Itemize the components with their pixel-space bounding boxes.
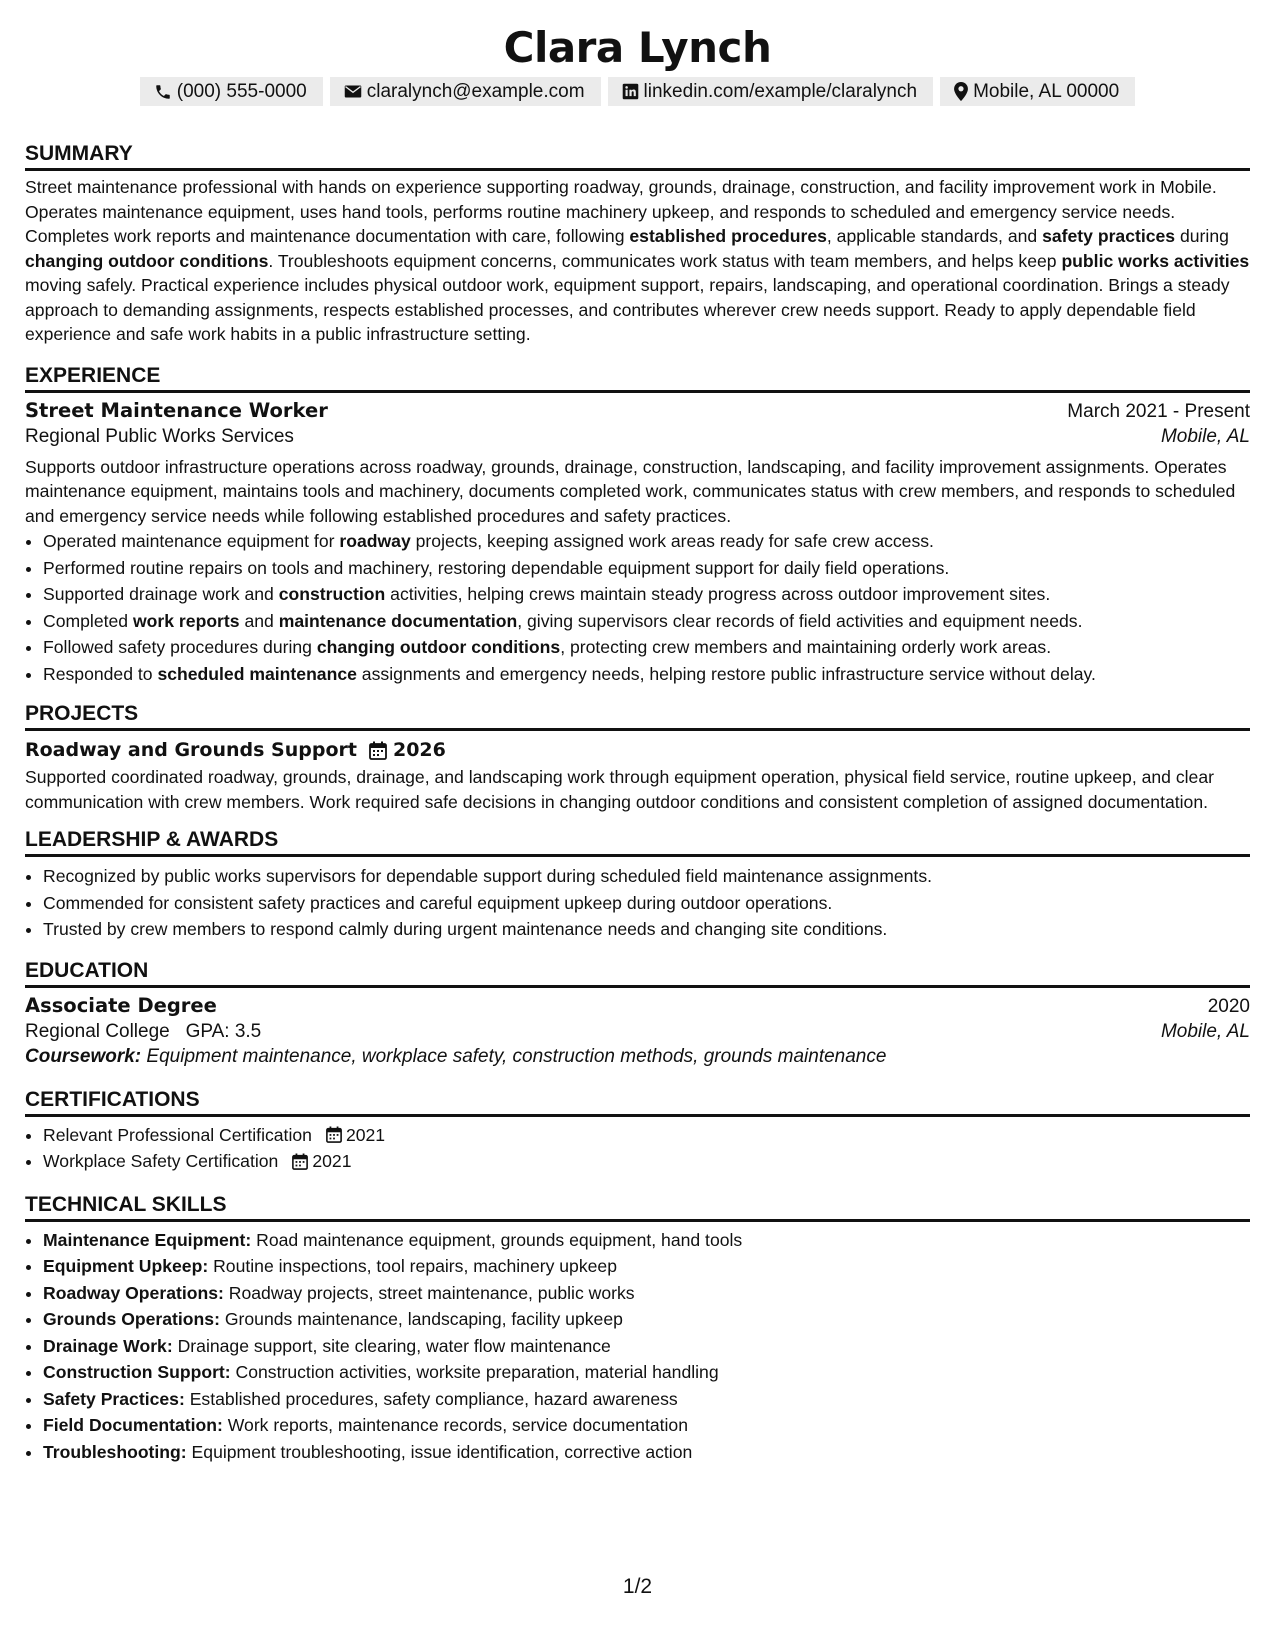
job-subheader <box>25 426 1250 448</box>
skill-label: Troubleshooting: <box>43 1441 187 1462</box>
skill-value: Construction activities, worksite preparation, material handling <box>230 1362 719 1382</box>
skill-label: Safety Practices: <box>43 1388 185 1409</box>
skill-value: Grounds maintenance, landscaping, facility upkeep <box>219 1309 623 1329</box>
project-description: Supported coordinated roadway, grounds, drainage, and landscaping work through equipment operation, physical field service, routine upkeep, and clear communication with crew members. Work required safe decisions in changing outdoor conditions and consistent completion of assigned documentation. <box>25 767 1214 812</box>
emphasis-text: changing outdoor conditions <box>25 250 269 271</box>
certification-name: • Workplace Safety Certification <box>43 1151 279 1171</box>
education-year: 2020 <box>1207 995 1250 1017</box>
text-run: Followed safety procedures during <box>43 637 317 657</box>
linkedin-icon <box>622 83 639 100</box>
skills-list <box>25 1227 1250 1466</box>
skill-value: Routine inspections, tool repairs, machinery upkeep <box>208 1256 617 1276</box>
job-location: Mobile, AL <box>1160 425 1250 447</box>
degree: Associate Degree <box>25 993 217 1017</box>
leadership-item: • Recognized by public works supervisors for dependable support during scheduled field maintenance assignments. <box>43 863 1250 890</box>
contact-location-text: Mobile, AL 00000 <box>973 80 1120 102</box>
text-run: Completed <box>43 610 133 631</box>
certification-year: 2021 <box>312 1151 352 1171</box>
skill-label: Roadway Operations: <box>43 1282 224 1303</box>
contact-email[interactable] <box>330 77 601 106</box>
project-year: 2026 <box>392 739 446 761</box>
summary-heading: SUMMARY <box>25 141 1250 171</box>
job-bullet <box>43 528 1250 555</box>
contact-linkedin[interactable] <box>608 77 934 106</box>
emphasis-text: scheduled maintenance <box>157 663 357 684</box>
certification-row <box>43 1148 1250 1175</box>
summary-section <box>25 141 1250 347</box>
text-run: , giving supervisors clear records of field activities and equipment needs. <box>517 610 1083 631</box>
phone-icon <box>154 83 172 101</box>
envelope-icon <box>344 84 362 99</box>
school-line <box>25 1021 261 1043</box>
job-dates: March 2021 - Present <box>1067 400 1250 422</box>
text-run: Supported drainage work and <box>43 584 279 604</box>
skill-value: Roadway projects, street maintenance, public works <box>223 1282 635 1303</box>
skill-label: Maintenance Equipment: <box>43 1229 252 1250</box>
text-run: projects, keeping assigned work areas ready for safe crew access. <box>410 531 934 551</box>
skill-label: Drainage Work: <box>43 1335 173 1356</box>
skills-heading: TECHNICAL SKILLS <box>25 1192 1250 1222</box>
contact-phone-text: (000) 555-0000 <box>176 80 307 102</box>
skill-value: Equipment troubleshooting, issue identification, corrective action <box>186 1441 693 1462</box>
page-number: 1/2 <box>622 1575 653 1598</box>
candidate-name: Clara Lynch <box>503 23 772 72</box>
coursework-text: Equipment maintenance, workplace safety, construction methods, grounds maintenance <box>146 1045 887 1067</box>
emphasis-text: safety practices <box>1042 226 1176 246</box>
coursework-line <box>25 1046 1250 1068</box>
skill-label: Grounds Operations: <box>43 1309 220 1329</box>
calendar-icon <box>326 1126 342 1143</box>
certification-item <box>43 1148 1250 1175</box>
job-bullet <box>43 661 1250 688</box>
map-pin-icon <box>954 82 968 101</box>
emphasis-text: established procedures <box>629 226 827 246</box>
emphasis-text: public works activities <box>1061 250 1250 271</box>
education-section <box>25 958 1250 1068</box>
skill-label: Equipment Upkeep: <box>43 1256 209 1276</box>
gpa: GPA: 3.5 <box>185 1020 262 1042</box>
education-heading: EDUCATION <box>25 958 1250 988</box>
job-description: Supports outdoor infrastructure operations across roadway, grounds, drainage, construction, landscaping, and facility improvement assignments. Operates maintenance equipment, maintains tools and machinery, documents completed work, communicates status with crew members, and responds to scheduled and emergency service needs while following established procedures and safety practices. <box>25 456 1236 526</box>
projects-heading: PROJECTS <box>25 701 1250 731</box>
text-run: Operated maintenance equipment for <box>43 531 340 551</box>
calendar-icon <box>369 741 387 760</box>
summary-text <box>25 175 1250 347</box>
project-name: Roadway and Grounds Support <box>25 739 357 761</box>
skill-value: Established procedures, safety compliance, hazard awareness <box>184 1388 678 1409</box>
text-run: moving safely. Practical experience includes physical outdoor work, equipment support, repairs, landscaping, and operational coordination. Brings a steady approach to demanding assignments, respects established processes, and contributes wherever crew needs support. Ready to apply dependable field experience and safe work habits in a public infrastructure setting. <box>25 275 1230 344</box>
job-company: Regional Public Works Services <box>25 425 294 447</box>
contact-linkedin-text: linkedin.com/example/claralynch <box>643 80 918 102</box>
emphasis-text: maintenance documentation <box>278 610 518 631</box>
resume-page <box>25 22 1250 1465</box>
education-header <box>25 994 1250 1018</box>
school-name: Regional College <box>25 1020 170 1042</box>
leadership-list <box>25 863 1250 943</box>
text-run: Performed routine repairs on tools and machinery, restoring dependable equipment support for daily field operations. <box>43 557 950 578</box>
job-bullet <box>43 581 1250 608</box>
projects-section <box>25 701 1250 814</box>
leadership-item: • Trusted by crew members to respond calmly during urgent maintenance needs and changing site conditions. <box>43 916 1250 943</box>
skill-item <box>43 1306 1250 1333</box>
certification-year: 2021 <box>345 1124 386 1145</box>
certification-name: • Relevant Professional Certification <box>43 1124 312 1145</box>
skill-item <box>43 1280 1250 1307</box>
skill-item <box>43 1412 1250 1439</box>
certifications-section <box>25 1087 1250 1175</box>
emphasis-text: changing outdoor conditions <box>316 637 561 657</box>
skill-item <box>43 1439 1250 1466</box>
job-bullet <box>43 634 1250 661</box>
emphasis-text: construction <box>278 584 386 604</box>
calendar-icon <box>292 1153 308 1170</box>
education-location: Mobile, AL <box>1160 1020 1250 1042</box>
text-run: , protecting crew members and maintaining orderly work areas. <box>560 637 1052 657</box>
skill-item <box>43 1386 1250 1413</box>
contact-phone[interactable] <box>140 77 323 106</box>
text-run: during <box>1175 226 1229 246</box>
text-run: and <box>239 610 279 631</box>
coursework-label: Coursework: <box>25 1045 142 1067</box>
experience-section <box>25 363 1250 688</box>
text-run: Responded to <box>43 663 158 684</box>
skill-label: Construction Support: <box>43 1362 231 1382</box>
text-run: assignments and emergency needs, helping restore public infrastructure service without delay. <box>356 663 1096 684</box>
contact-row <box>25 77 1250 106</box>
contact-location[interactable] <box>940 77 1135 106</box>
experience-heading: EXPERIENCE <box>25 363 1250 393</box>
text-run: , applicable standards, and <box>826 226 1043 246</box>
education-subheader <box>25 1021 1250 1043</box>
job-title: Street Maintenance Worker <box>25 398 328 422</box>
text-run: Street maintenance professional with hands on experience supporting roadway, grounds, drainage, construction, and facility improvement work in Mobile. Operates maintenance equipment, uses hand tools, performs routine machinery upkeep, and responds to scheduled and emergency service needs. Completes work reports and maintenance documentation with care, following <box>25 177 1217 246</box>
skill-value: Drainage support, site clearing, water flow maintenance <box>172 1335 611 1356</box>
skill-item <box>43 1333 1250 1360</box>
leadership-section <box>25 827 1250 943</box>
text-run: activities, helping crews maintain steady progress across outdoor improvement sites. <box>385 584 1051 604</box>
skills-section <box>25 1192 1250 1466</box>
job-header <box>25 399 1250 423</box>
certifications-list <box>25 1122 1250 1175</box>
emphasis-text: roadway <box>339 531 411 551</box>
certifications-heading: CERTIFICATIONS <box>25 1087 1250 1117</box>
project-header <box>25 739 1250 761</box>
leadership-heading: LEADERSHIP & AWARDS <box>25 827 1250 857</box>
emphasis-text: work reports <box>132 610 240 631</box>
skill-value: Work reports, maintenance records, service documentation <box>222 1415 689 1435</box>
text-run: . Troubleshoots equipment concerns, communicates work status with team members, and helps keep <box>268 250 1062 271</box>
job-bullet <box>43 555 1250 582</box>
skill-label: Field Documentation: <box>43 1415 223 1435</box>
skill-item <box>43 1227 1250 1254</box>
certification-row <box>43 1122 1250 1149</box>
skill-item <box>43 1253 1250 1280</box>
skill-value: Road maintenance equipment, grounds equipment, hand tools <box>251 1229 743 1250</box>
skill-item <box>43 1359 1250 1386</box>
job-bullets <box>25 528 1250 687</box>
job-bullet <box>43 608 1250 635</box>
leadership-item: • Commended for consistent safety practices and careful equipment upkeep during outdoor operations. <box>43 890 1250 917</box>
certification-item <box>43 1122 1250 1149</box>
contact-email-text: claralynch@example.com <box>366 80 585 102</box>
